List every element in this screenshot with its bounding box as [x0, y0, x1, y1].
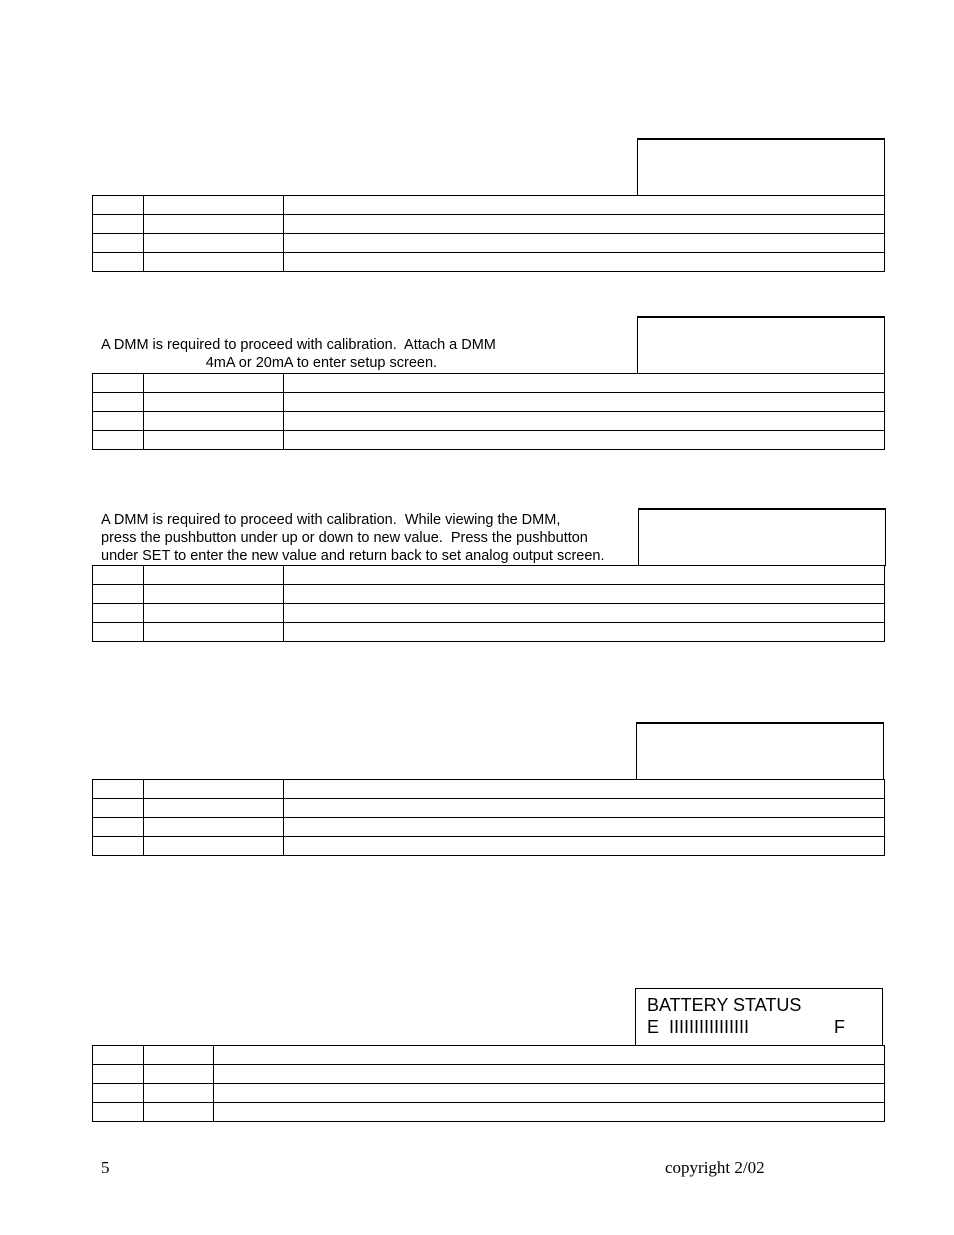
- table-row: [93, 253, 885, 272]
- table-row: [93, 431, 885, 450]
- lcd-line-2: E IIIIIIIIIIIIIIII F: [647, 1017, 846, 1037]
- section-description: A DMM is required to proceed with calibration. Attach a DMM 4mA or 20mA to enter setup screen.: [101, 337, 496, 371]
- table-row: [93, 1065, 885, 1084]
- table-row: [93, 604, 885, 623]
- table-row: [93, 818, 885, 837]
- lcd-display-2: [637, 316, 885, 374]
- copyright-notice: copyright 2/02: [665, 1158, 765, 1177]
- lcd-display-4: [636, 722, 884, 780]
- table-row: [93, 1046, 885, 1065]
- table-row: [93, 412, 885, 431]
- table-row: [93, 780, 885, 799]
- table-row: [93, 393, 885, 412]
- table-row: [93, 799, 885, 818]
- lcd-display-3: [638, 508, 886, 566]
- lcd-line-1: BATTERY STATUS: [647, 995, 802, 1015]
- table-row: [93, 196, 885, 215]
- table-row: [93, 837, 885, 856]
- key-table-1: [92, 195, 885, 272]
- table-row: [93, 234, 885, 253]
- key-table-4: [92, 779, 885, 856]
- lcd-display-battery: [635, 988, 883, 1046]
- table-row: [93, 374, 885, 393]
- table-row: [93, 585, 885, 604]
- table-row: [93, 566, 885, 585]
- lcd-display-1: [637, 138, 885, 196]
- page-number: 5: [101, 1158, 110, 1177]
- table-row: [93, 1103, 885, 1122]
- table-row: [93, 215, 885, 234]
- key-table-2: [92, 373, 885, 450]
- section-description: A DMM is required to proceed with calibration. While viewing the DMM, press the pushbutton under up or down to new value. Press the pushbutton under SET to enter the new value and return back to set analog output screen.: [101, 512, 605, 564]
- key-table-3: [92, 565, 885, 642]
- key-table-5: [92, 1045, 885, 1122]
- table-row: [93, 1084, 885, 1103]
- table-row: [93, 623, 885, 642]
